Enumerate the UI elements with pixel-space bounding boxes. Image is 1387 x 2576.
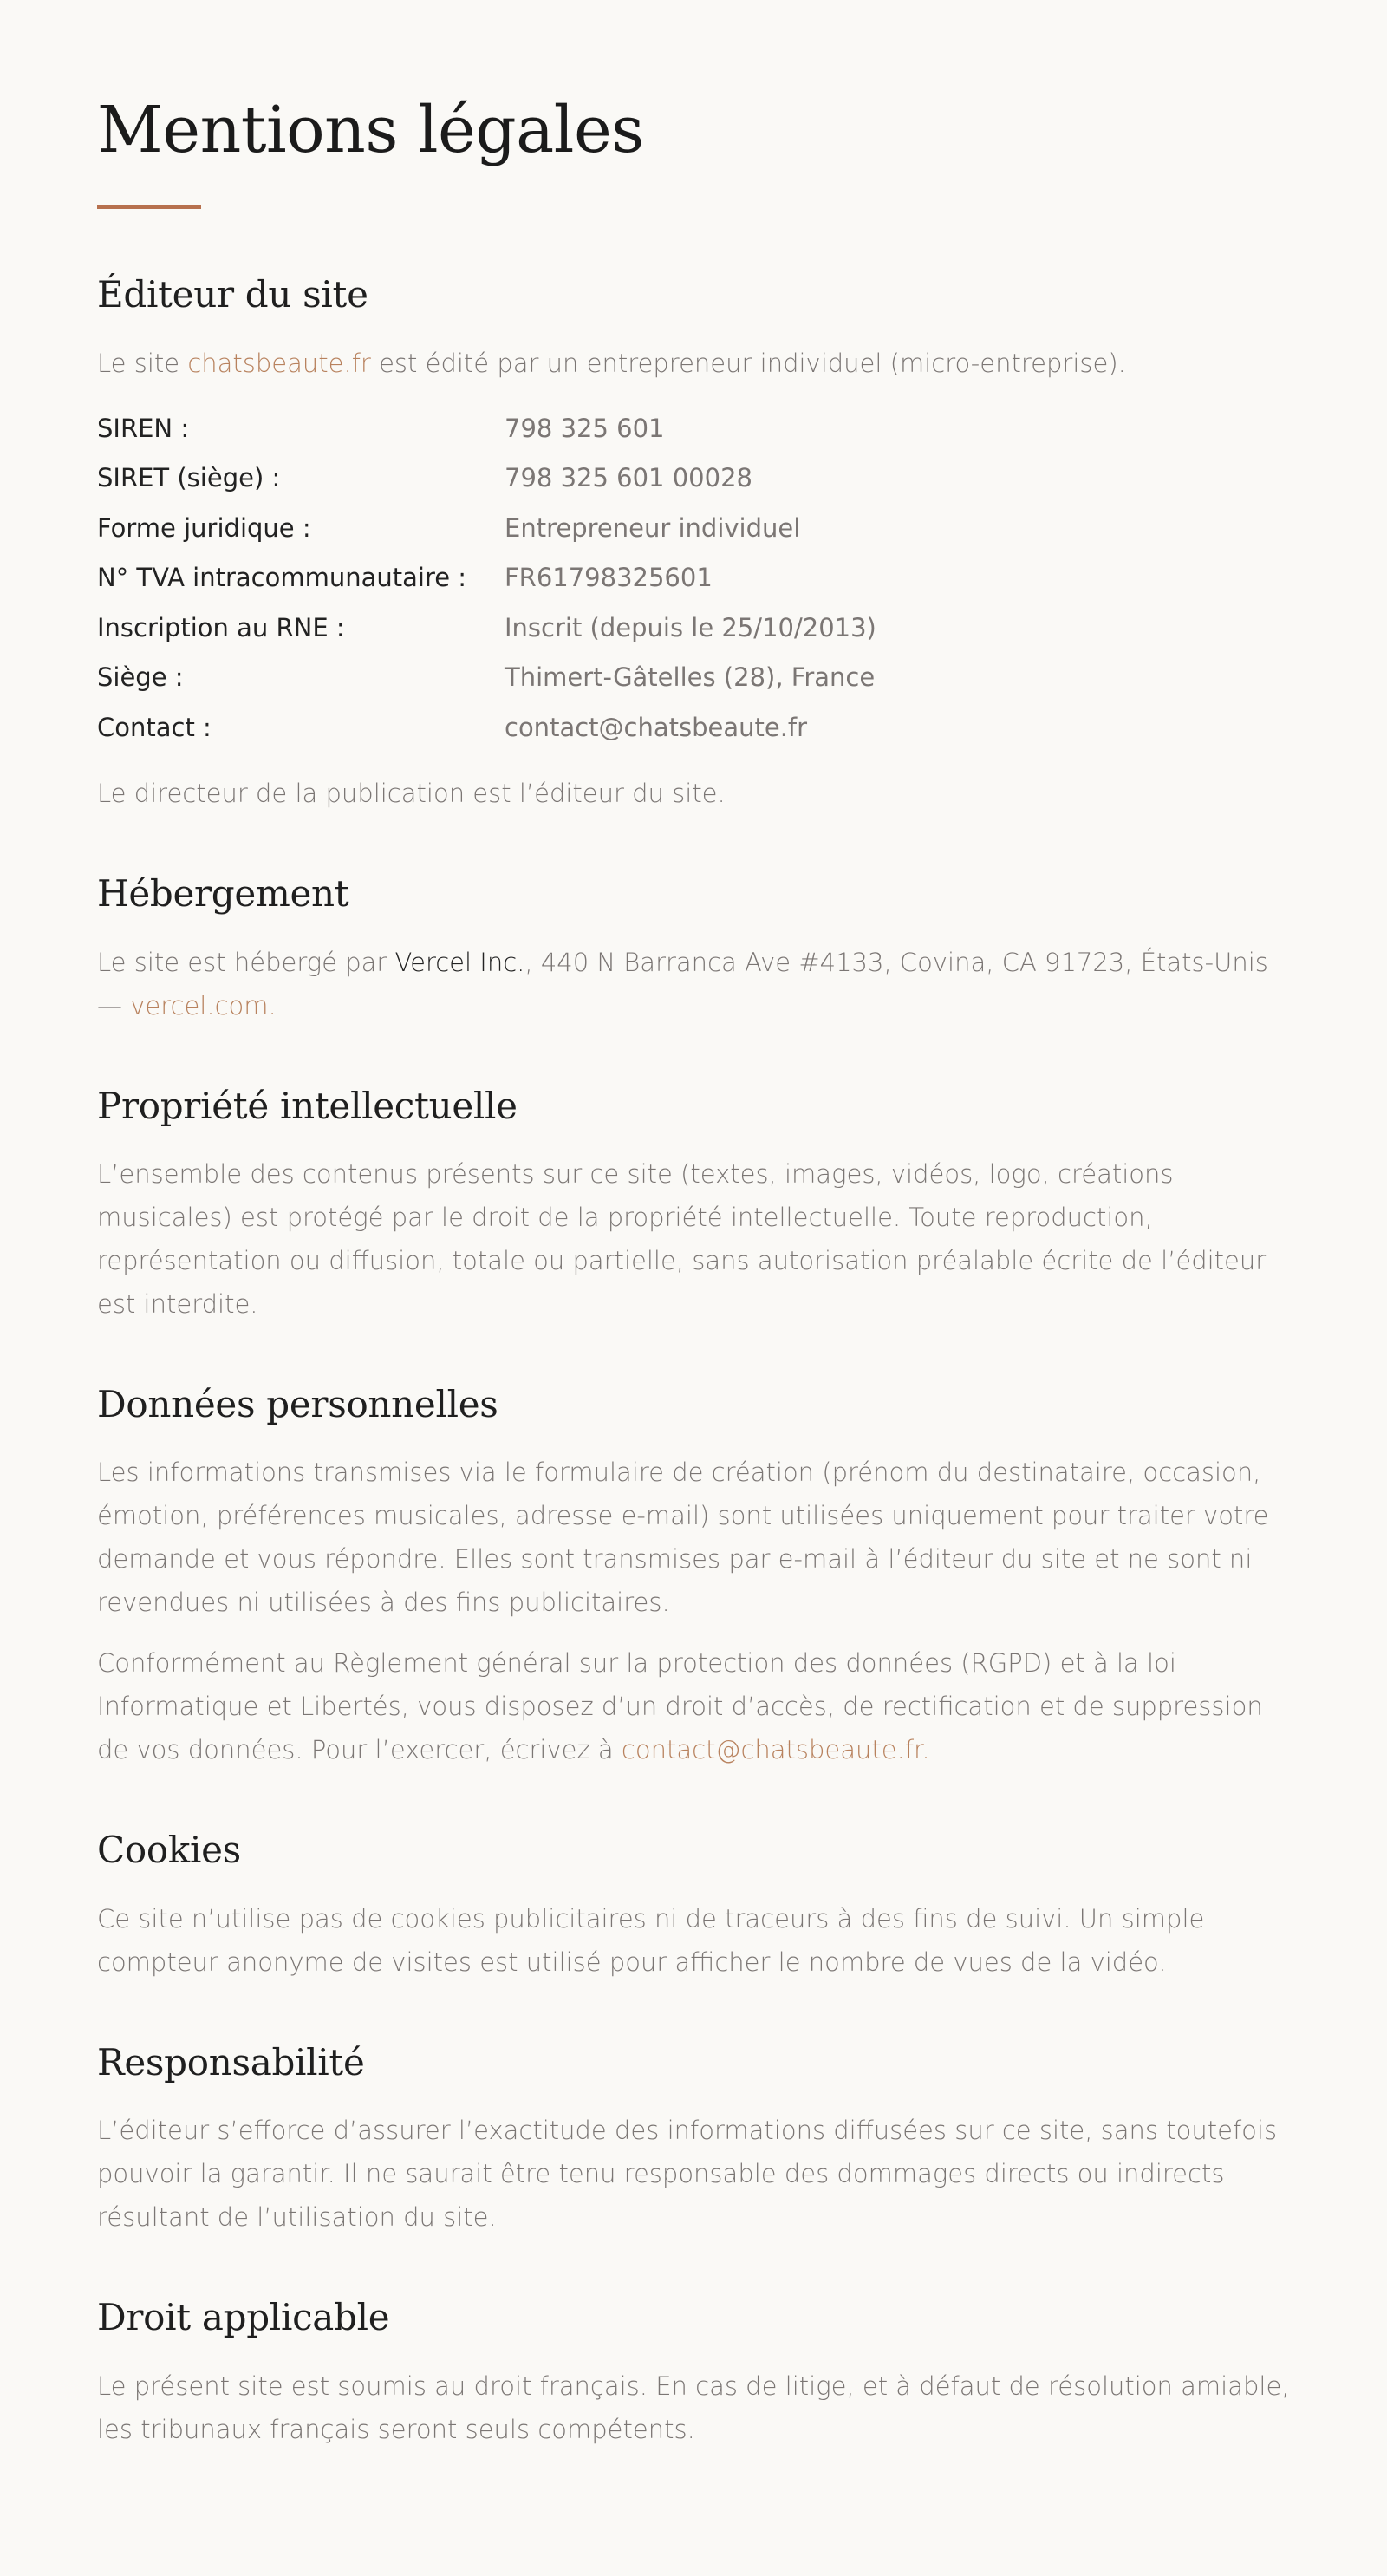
section-heading-editor: Éditeur du site bbox=[97, 273, 368, 316]
site-domain-link[interactable]: chatsbeaute.fr bbox=[187, 348, 371, 378]
section-cookies bbox=[97, 1829, 1290, 1983]
hosting-text-prefix: Le site est hébergé par bbox=[97, 947, 395, 977]
hosting-address: , 440 N Barranca Ave #4133, Covina, CA 91723, États-Unis — bbox=[97, 947, 1268, 1021]
company-facts bbox=[97, 404, 1290, 753]
section-heading-liability: Responsabilité bbox=[97, 2040, 365, 2084]
fact-label: SIREN : bbox=[97, 413, 190, 443]
cookies-text: Ce site n’utilise pas de cookies publicitaires ni de traceurs à des fins de suivi. Un simple compteur anonyme de visites est utilisé pour afficher le nombre de vues de la vidéo. bbox=[97, 1903, 1205, 1977]
gdpr-text-body: Conformément au Règlement général sur la protection des données (RGPD) et à la loi Informatique et Libertés, vous disposez d’un droit d’accès, de rectification et de suppression de vos données. Pour l’exercer, écrivez à bbox=[97, 1648, 1263, 1765]
editor-intro-prefix: Le site bbox=[97, 348, 188, 378]
fact-label: Inscription au RNE : bbox=[97, 612, 345, 642]
fact-label: N° TVA intracommunautaire : bbox=[97, 563, 467, 593]
personal-data-text: Les informations transmises via le formulaire de création (prénom du destinataire, occasion, émotion, préférences musicales, adresse e-mail) sont utilisées uniquement pour traiter votre demande et vous répondre. Elles sont transmises par e-mail à l’éditeur du site et ne sont ni revendues ni utilisées à des fins publicitaires. bbox=[97, 1458, 1269, 1618]
fact-row-seat bbox=[97, 653, 1290, 703]
fact-row-contact bbox=[97, 703, 1290, 753]
fact-label: SIRET (siège) : bbox=[97, 463, 281, 493]
publication-director-text: Le directeur de la publication est l’éditeur du site. bbox=[97, 779, 726, 809]
section-heading-applicable-law: Droit applicable bbox=[97, 2296, 390, 2339]
section-liability bbox=[97, 2041, 1290, 2239]
liability-text: L’éditeur s’efforce d’assurer l’exactitude des informations diffusées sur ce site, sans toutefois pouvoir la garantir. Il ne saurait être tenu responsable des dommages directs ou indirects résultant de l’utilisation du site. bbox=[97, 2116, 1278, 2233]
fact-value: 798 325 601 00028 bbox=[505, 463, 752, 493]
section-editor bbox=[97, 273, 1290, 815]
section-applicable-law bbox=[97, 2296, 1290, 2450]
fact-label: Forme juridique : bbox=[97, 512, 311, 543]
contact-email-link[interactable]: contact@chatsbeaute.fr bbox=[505, 712, 808, 742]
gdpr-text bbox=[97, 1641, 1290, 1771]
editor-intro bbox=[97, 342, 1290, 385]
fact-row-vat bbox=[97, 553, 1290, 603]
hosting-text bbox=[97, 941, 1290, 1027]
fact-row-siret bbox=[97, 453, 1290, 504]
hosting-end: . bbox=[268, 990, 277, 1021]
gdpr-text-end: . bbox=[921, 1735, 930, 1765]
fact-value: 798 325 601 bbox=[505, 413, 665, 443]
host-name: Vercel Inc. bbox=[394, 947, 525, 977]
fact-row-rne bbox=[97, 603, 1290, 654]
fact-value: Thimert-Gâtelles (28), France bbox=[505, 662, 876, 693]
fact-value: Entrepreneur individuel bbox=[505, 512, 801, 543]
section-hosting bbox=[97, 872, 1290, 1027]
fact-value: FR61798325601 bbox=[505, 563, 713, 593]
section-heading-intellectual-property: Propriété intellectuelle bbox=[97, 1084, 518, 1127]
fact-value: Inscrit (depuis le 25/10/2013) bbox=[505, 612, 876, 642]
editor-intro-suffix: est édité par un entrepreneur individuel (micro-entreprise). bbox=[370, 348, 1126, 378]
fact-label: Contact : bbox=[97, 712, 212, 742]
vercel-link[interactable]: vercel.com bbox=[130, 990, 269, 1021]
section-heading-hosting: Hébergement bbox=[97, 872, 349, 916]
gdpr-contact-link[interactable]: contact@chatsbeaute.fr bbox=[621, 1735, 922, 1765]
section-intellectual-property bbox=[97, 1085, 1290, 1326]
section-heading-cookies: Cookies bbox=[97, 1829, 241, 1872]
section-personal-data bbox=[97, 1383, 1290, 1771]
fact-row-legal-form bbox=[97, 504, 1290, 554]
intellectual-property-text: L’ensemble des contenus présents sur ce site (textes, images, vidéos, logo, créations musicales) est protégé par le droit de la propriété intellectuelle. Toute reproduction, représentation ou diffusion, totale ou partielle, sans autorisation préalable écrite de l’éditeur est interdite. bbox=[97, 1159, 1267, 1320]
applicable-law-text: Le présent site est soumis au droit français. En cas de litige, et à défaut de résolution amiable, les tribunaux français seront seuls compétents. bbox=[97, 2371, 1290, 2444]
page-title: Mentions légales bbox=[97, 93, 644, 167]
title-underline bbox=[97, 205, 201, 209]
fact-label: Siège : bbox=[97, 662, 184, 693]
fact-row-siren bbox=[97, 404, 1290, 454]
section-heading-personal-data: Données personnelles bbox=[97, 1383, 498, 1426]
